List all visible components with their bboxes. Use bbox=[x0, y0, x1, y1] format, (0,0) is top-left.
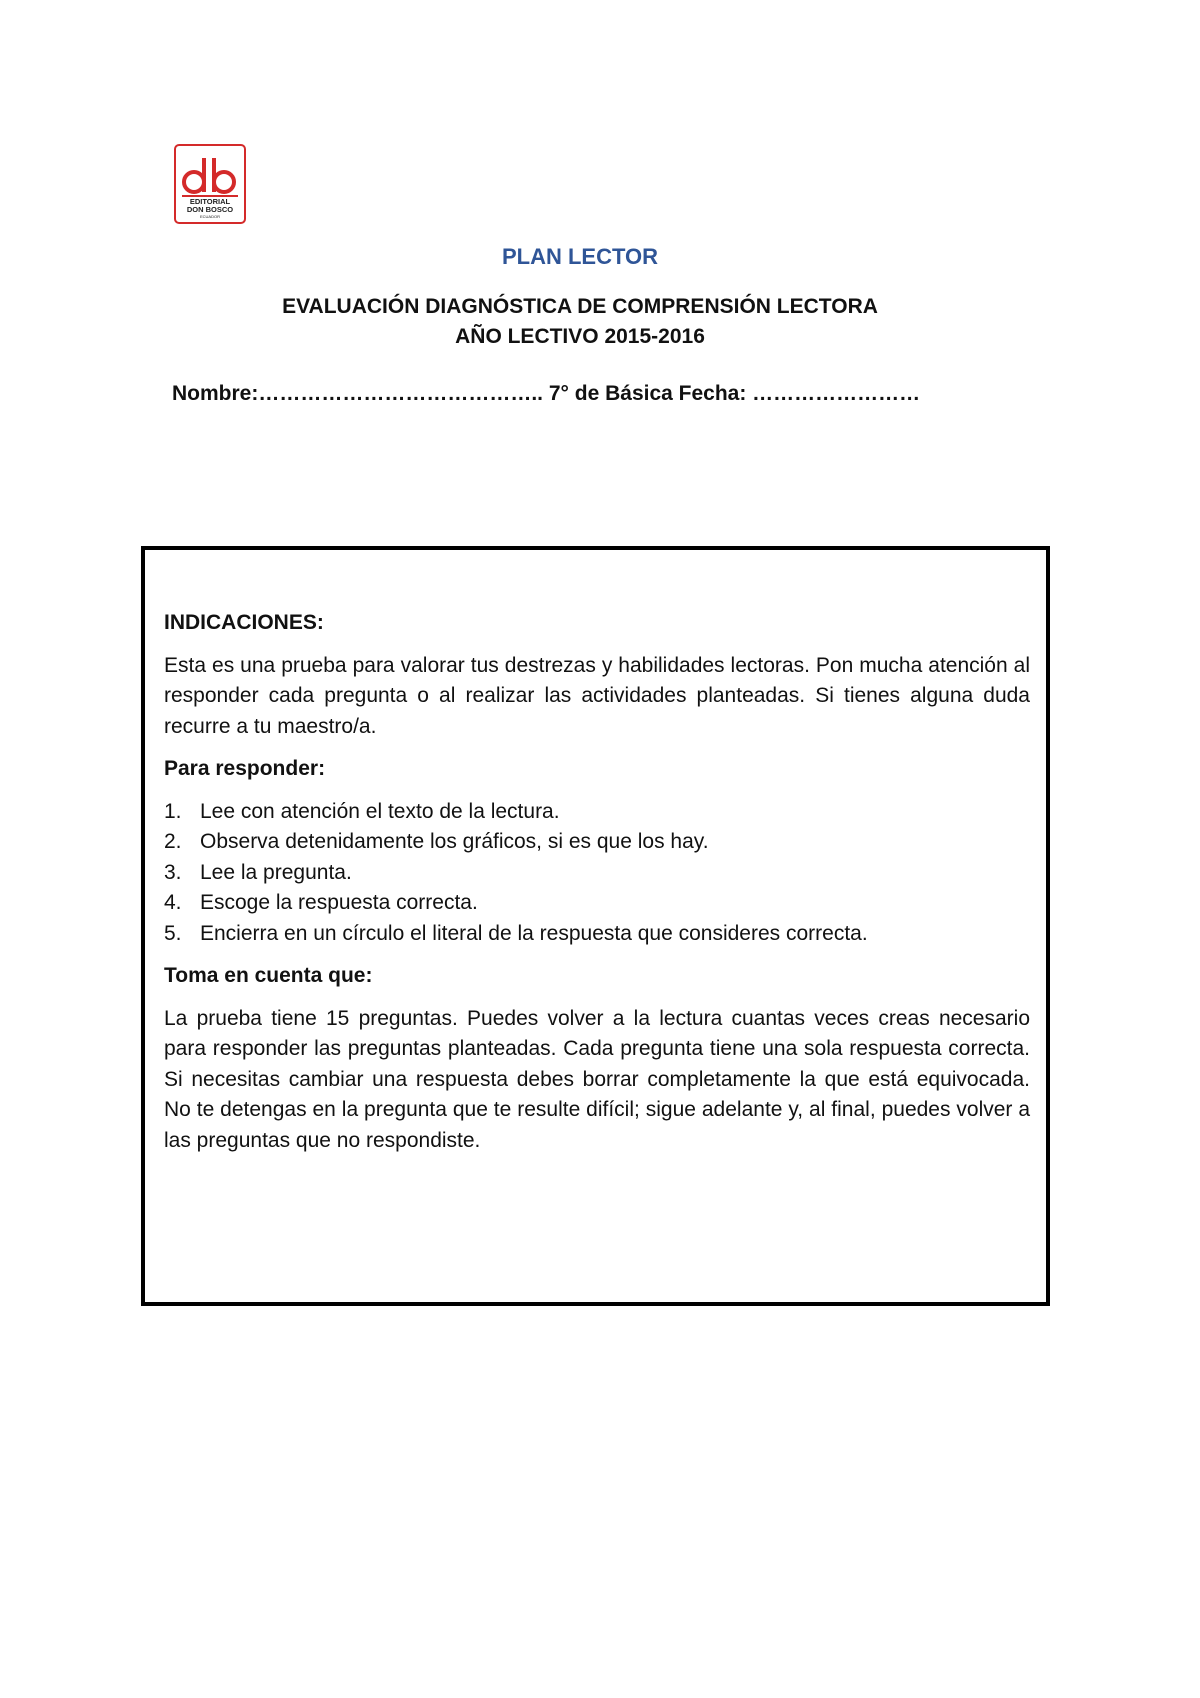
step-number: 2. bbox=[164, 830, 182, 853]
note-heading: Toma en cuenta que: bbox=[164, 964, 373, 987]
instructions-heading: INDICACIONES: bbox=[164, 611, 324, 634]
step-number: 5. bbox=[164, 921, 182, 945]
step-number: 3. bbox=[164, 860, 182, 884]
instructions-content bbox=[164, 608, 1030, 1168]
logo-text-line3: ECUADOR bbox=[199, 214, 221, 219]
list-item bbox=[164, 858, 1030, 889]
step-number: 1. bbox=[164, 799, 182, 823]
list-item bbox=[164, 888, 1030, 919]
evaluation-title-line2: AÑO LECTIVO 2015-2016 bbox=[455, 325, 705, 348]
note-text: La prueba tiene 15 preguntas. Puedes volver a la lectura cuantas veces creas necesario para responder las preguntas planteadas. Cada pregunta tiene una sola respuesta correcta. Si necesitas cambiar una respuesta debes borrar completamente la que está equivocada. No te detengas en la pregunta que te resulte difícil; sigue adelante y, al final, puedes volver a las preguntas que no respondiste. bbox=[164, 1006, 1030, 1152]
instructions-box bbox=[141, 546, 1050, 1306]
logo-text-line2: DON BOSCO bbox=[186, 205, 234, 214]
step-text: Lee la pregunta. bbox=[200, 860, 352, 884]
steps-list bbox=[164, 797, 1030, 950]
editorial-don-bosco-logo bbox=[174, 144, 246, 224]
respond-heading: Para responder: bbox=[164, 757, 326, 780]
evaluation-title-line1: EVALUACIÓN DIAGNÓSTICA DE COMPRENSIÓN LECTORA bbox=[282, 295, 878, 318]
step-text: Escoge la respuesta correcta. bbox=[200, 891, 478, 914]
step-text: Observa detenidamente los gráficos, si es que los hay. bbox=[200, 830, 709, 853]
list-item bbox=[164, 827, 1030, 858]
step-text: Lee con atención el texto de la lectura. bbox=[200, 799, 560, 823]
logo-text-line1: EDITORIAL bbox=[189, 197, 231, 206]
step-text: Encierra en un círculo el literal de la respuesta que consideres correcta. bbox=[200, 921, 868, 945]
student-info-line: Nombre:………………………………….. 7° de Básica Fecha: …………………… bbox=[172, 382, 921, 405]
instructions-intro: Esta es una prueba para valorar tus destrezas y habilidades lectoras. Pon mucha atención al responder cada pregunta o al realizar las actividades planteadas. Si tienes alguna duda recurre a tu maestro/a. bbox=[164, 653, 1030, 738]
evaluation-title bbox=[0, 292, 1160, 352]
list-item bbox=[164, 797, 1030, 828]
step-number: 4. bbox=[164, 891, 182, 914]
list-item bbox=[164, 919, 1030, 950]
plan-title: PLAN LECTOR bbox=[501, 244, 659, 269]
db-logo-icon bbox=[176, 146, 244, 222]
